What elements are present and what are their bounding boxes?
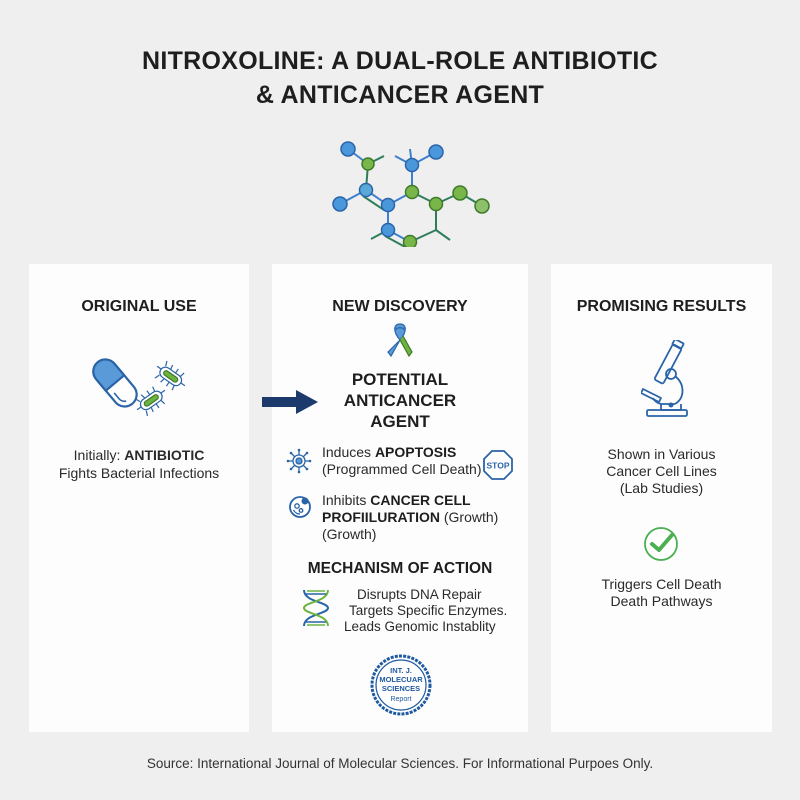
panel-original-use <box>29 264 249 732</box>
title-line-2: & ANTICANCER AGENT <box>255 81 545 109</box>
apoptosis-label: APOPTOSIS <box>374 444 457 460</box>
original-use-line-1: Initially: ANTIBIOTIC <box>73 447 205 463</box>
panel-heading-original-use: ORIGINAL USE <box>81 298 197 315</box>
panel-promising-results <box>551 264 772 732</box>
apoptosis-cell-icon <box>286 448 312 474</box>
antibiotic-label: ANTIBIOTIC <box>124 447 205 463</box>
arrow-right-icon <box>262 390 318 414</box>
original-use-line-2: Fights Bacterial Infections <box>58 465 220 481</box>
panel-heading-new-discovery: NEW DISCOVERY <box>332 298 468 315</box>
cell-icon <box>288 495 312 519</box>
stop-sign-icon <box>483 450 513 480</box>
mechanism-heading: MECHANISM OF ACTION <box>307 560 493 577</box>
svg-text:MOLECUAR: MOLECUAR <box>379 675 423 684</box>
svg-text:STOP: STOP <box>486 460 510 471</box>
bacteria-icon <box>129 360 189 416</box>
title-line-1: NITROXOLINE: A DUAL-ROLE ANTIBIOTIC <box>141 47 659 75</box>
molecule-structure-icon <box>312 132 492 247</box>
results-description: Shown in Various Cancer Cell Lines (Lab Studies) <box>606 446 717 496</box>
svg-text:INT. J.: INT. J. <box>390 666 412 675</box>
microscope-icon <box>641 340 691 420</box>
original-use-description <box>29 446 249 482</box>
dna-helix-icon <box>300 588 332 628</box>
awareness-ribbon-icon <box>387 322 413 358</box>
source-footer: Source: International Journal of Molecular Sciences. For Informational Purpoes Only. <box>146 756 654 771</box>
panel-heading-promising-results: PROMISING RESULTS <box>576 298 747 315</box>
mechanism-item-2: Targets Specific Enzymes. <box>349 603 508 618</box>
svg-text:SCIENCES: SCIENCES <box>381 684 421 693</box>
page-title <box>0 44 800 112</box>
proliferation-bullet: Inhibits CANCER CELL PROFIILURATION (Growth) (Growth) <box>322 492 499 542</box>
mechanism-item-3: Leads Genomic Instablity <box>344 619 496 634</box>
check-circle-icon <box>643 526 679 562</box>
apoptosis-bullet: Induces APOPTOSIS (Programmed Cell Death) <box>322 444 482 477</box>
potential-anticancer-agent-label: POTENTIAL ANTICANCER AGENT <box>343 370 457 431</box>
panel-new-discovery <box>272 264 528 732</box>
journal-seal-icon <box>370 654 432 716</box>
svg-text:Report: Report <box>390 696 412 703</box>
cell-death-pathways-text: Triggers Cell Death Death Pathways <box>601 576 722 609</box>
mechanism-item-1: Disrupts DNA Repair <box>357 587 482 602</box>
